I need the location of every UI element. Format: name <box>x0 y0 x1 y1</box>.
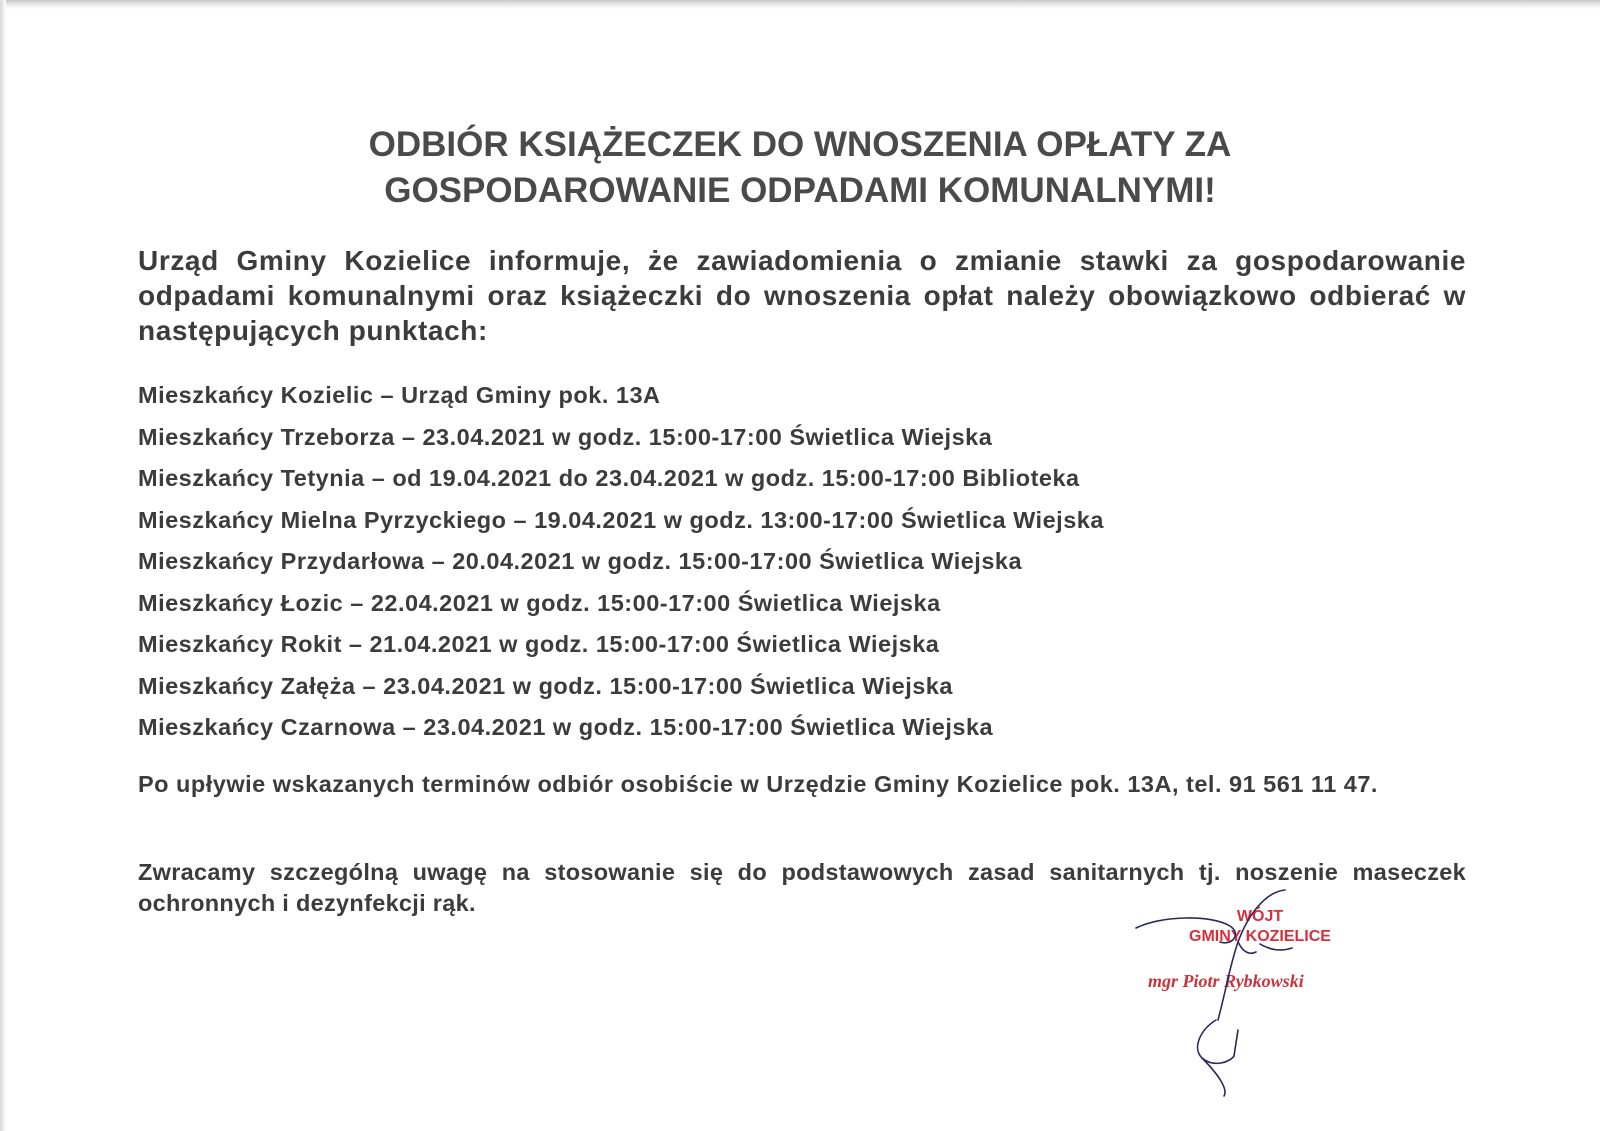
seal-office-line-1: WÓJT <box>1236 908 1284 925</box>
list-item: Mieszkańcy Kozielic – Urząd Gminy pok. 13A <box>138 382 661 408</box>
list-item: Mieszkańcy Łozic – 22.04.2021 w godz. 15:00-17:00 Świetlica Wiejska <box>138 589 941 616</box>
title-line-2: GOSPODAROWANIE ODPADAMI KOMUNALNYMI! <box>384 171 1216 210</box>
list-item: Mieszkańcy Przydarłowa – 20.04.2021 w godz. 15:00-17:00 Świetlica Wiejska <box>138 548 1023 574</box>
official-seal <box>1140 905 1380 1025</box>
list-item: Mieszkańcy Trzeborza – 23.04.2021 w godz. 15:00-17:00 Świetlica Wiejska <box>138 423 993 450</box>
list-item: Mieszkańcy Rokit – 21.04.2021 w godz. 15:00-17:00 Świetlica Wiejska <box>138 631 940 657</box>
after-deadline-paragraph: Po upływie wskazanych terminów odbiór osobiście w Urzędzie Gminy Kozielice pok. 13A, tel. 91 561 11 47. <box>138 771 1378 797</box>
list-item: Mieszkańcy Mielna Pyrzyckiego – 19.04.2021 w godz. 13:00-17:00 Świetlica Wiejska <box>138 506 1104 533</box>
title-line-1: ODBIÓR KSIĄŻECZEK DO WNOSZENIA OPŁATY ZA <box>368 125 1232 164</box>
seal-office-line-2: GMINY KOZIELICE <box>1189 928 1331 945</box>
seal-official-name: mgr Piotr Rybkowski <box>1148 971 1304 991</box>
scan-edge-top <box>0 0 1600 9</box>
collection-points-list <box>138 375 1468 749</box>
list-item: Mieszkańcy Załęża – 23.04.2021 w godz. 15:00-17:00 Świetlica Wiejska <box>138 672 953 699</box>
intro-paragraph: Urząd Gminy Kozielice informuje, że zawiadomienia o zmianie stawki za gospodarowanie odpadami komunalnymi oraz książeczki do wnoszenia opłat należy obowiązkowo odbierać w następujących punktach: <box>138 245 1466 346</box>
list-item: Mieszkańcy Tetynia – od 19.04.2021 do 23.04.2021 w godz. 15:00-17:00 Biblioteka <box>138 465 1080 491</box>
seal-office <box>1140 907 1380 947</box>
scan-edge-left <box>0 0 6 1131</box>
sanitary-notice-paragraph: Zwracamy szczególną uwagę na stosowanie się do podstawowych zasad sanitarnych tj. noszenie maseczek ochronnych i dezynfekcji rąk. <box>138 859 1466 916</box>
document-title <box>200 122 1400 214</box>
list-item: Mieszkańcy Czarnowa – 23.04.2021 w godz. 15:00-17:00 Świetlica Wiejska <box>138 714 994 740</box>
